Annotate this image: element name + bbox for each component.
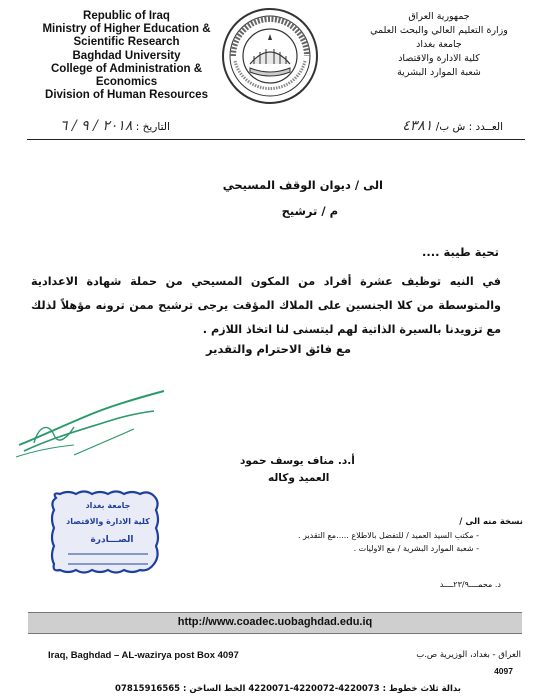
letterhead-line: College of Administration & bbox=[51, 62, 202, 75]
letterhead-line: جامعة بغداد bbox=[416, 39, 462, 50]
signatory-title: العميد وكاله bbox=[268, 472, 330, 484]
letterhead-line: Scientific Research bbox=[73, 36, 180, 49]
number-label: العــدد : ش ب/ bbox=[435, 121, 503, 133]
addressee: الى / ديوان الوقف المسيحي bbox=[222, 178, 383, 192]
letterhead-line: وزارة التعليم العالي والبحث العلمي bbox=[370, 25, 508, 36]
english-letterhead bbox=[34, 10, 219, 102]
address-arabic: العراق - بغداد، الوزيرية ص.ب bbox=[416, 650, 521, 660]
arabic-letterhead bbox=[349, 10, 529, 80]
greeting: تحية طيبة .... bbox=[422, 245, 499, 259]
letterhead-line: Ministry of Higher Education & bbox=[42, 23, 211, 36]
date-value: ٢٠١٨ / ٩ / ٦ bbox=[60, 118, 133, 134]
closing: مع فائق الاحترام والتقدير bbox=[205, 342, 351, 356]
letterhead-line: جمهورية العراق bbox=[408, 11, 470, 22]
letterhead-line: Republic of Iraq bbox=[83, 10, 170, 22]
letterhead-line: Division of Human Resources bbox=[45, 89, 208, 102]
address-english: Iraq, Baghdad – AL-wazirya post Box 4097 bbox=[48, 650, 239, 661]
letter-number bbox=[402, 118, 503, 134]
list-item: - مكتب السيد العميد / للتفضل بالاطلاع .....مع التقدير . bbox=[298, 530, 479, 543]
website-link[interactable]: http://www.coadec.uobaghdad.edu.iq bbox=[28, 612, 522, 634]
copies-list bbox=[298, 530, 479, 555]
stamp-line: الصـــادرة bbox=[90, 535, 134, 545]
list-item: - شعبة الموارد البشرية / مع الاوليات . bbox=[298, 543, 479, 556]
signatory-name: أ.د. مناف يوسف حمود bbox=[240, 455, 355, 467]
draft-note: د. محمــــ٢٣/٩ــــد bbox=[439, 580, 501, 589]
official-stamp-icon bbox=[48, 488, 163, 578]
subject: م / ترشيح bbox=[281, 204, 338, 218]
letterhead-line: Economics bbox=[95, 76, 158, 89]
university-seal-icon bbox=[220, 6, 320, 106]
letterhead-line: كلية الادارة والاقتصاد bbox=[398, 53, 480, 64]
phone-numbers: بدالة ثلاث خطوط : 4220073-4220072-4220071 الخط الساخن : 07815916565 bbox=[115, 684, 461, 694]
letterhead-line: Baghdad University bbox=[72, 49, 181, 62]
signature-icon bbox=[14, 385, 169, 465]
stamp-line: جامعة بغداد bbox=[85, 501, 131, 510]
letter-body: في النيه توظيف عشرة أفراد من المكون المسيحي من حملة شهادة الاعدادية والمتوسطة من كلا الجنسين على الملاك المؤقت يرجى ترشيح ممن ترونه مؤهلاً لذلك مع تزويدنا بالسيرة الذاتية لهم ليتسنى لنا اتخاذ اللازم . bbox=[31, 275, 501, 336]
copies-label: نسخة منه الى / bbox=[459, 517, 523, 527]
number-value: ٤٣٨١ bbox=[402, 118, 433, 134]
letterhead-line: شعبة الموارد البشرية bbox=[397, 67, 481, 78]
stamp-line: كلية الادارة والاقتصاد bbox=[66, 517, 150, 526]
post-box-number: 4097 bbox=[494, 666, 513, 676]
letter-date bbox=[60, 118, 170, 134]
date-label: التاريخ : bbox=[135, 121, 170, 133]
header-divider bbox=[27, 139, 525, 140]
